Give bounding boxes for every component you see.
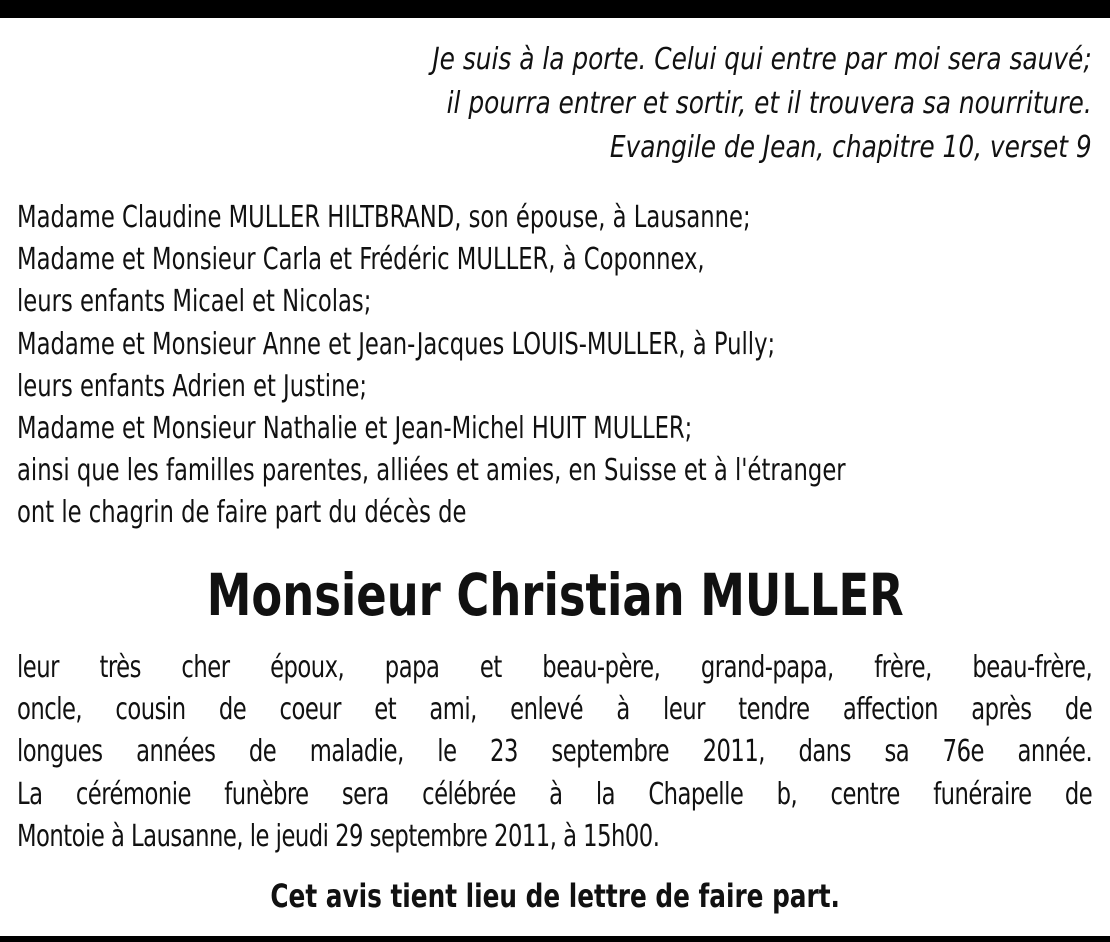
family-line: leurs enfants Micael et Nicolas;: [17, 284, 372, 320]
family-line: Madame Claudine MULLER HILTBRAND, son épouse, à Lausanne;: [17, 200, 751, 235]
obituary-details-block: [17, 647, 1092, 858]
epigraph-line: il pourra entrer et sortir, et il trouvera sa nourriture.: [446, 86, 1092, 121]
family-line: Madame et Monsieur Anne et Jean-Jacques LOUIS-MULLER, à Pully;: [17, 326, 776, 362]
family-line: Madame et Monsieur Nathalie et Jean-Michel HUIT MULLER;: [17, 411, 693, 447]
epigraph-citation: Evangile de Jean, chapitre 10, verset 9: [610, 130, 1092, 165]
family-line: ainsi que les familles parentes, alliées et amies, en Suisse et à l'étranger: [17, 453, 846, 489]
details-line: oncle, cousin de coeur et ami, enlevé à leur tendre affection après de: [17, 692, 1093, 728]
closing-text: Cet avis tient lieu de lettre de faire part.: [270, 877, 840, 915]
details-line: Montoie à Lausanne, le jeudi 29 septembre 2011, à 15h00.: [17, 818, 660, 854]
top-border-rule: [0, 0, 1110, 18]
details-line: longues années de maladie, le 23 septembre 2011, dans sa 76e année.: [17, 734, 1093, 770]
closing-notice: [0, 873, 1110, 919]
family-line: ont le chagrin de faire part du décès de: [17, 495, 467, 531]
epigraph-quote: [433, 38, 1092, 170]
details-line: leur très cher époux, papa et beau-père, grand-papa, frère, beau-frère,: [17, 650, 1093, 685]
obituary-details: [17, 647, 1110, 858]
details-line: La cérémonie funèbre sera célébrée à la Chapelle b, centre funéraire de: [17, 776, 1093, 812]
deceased-name-heading: [0, 560, 1110, 630]
bottom-border-rule: [0, 936, 1110, 942]
family-announcement: [17, 197, 846, 535]
epigraph-line: Je suis à la porte. Celui qui entre par moi sera sauvé;: [432, 42, 1092, 77]
deceased-name: Monsieur Christian MULLER: [206, 561, 904, 629]
family-line: leurs enfants Adrien et Justine;: [17, 368, 368, 404]
family-line: Madame et Monsieur Carla et Frédéric MULLER, à Coponnex,: [17, 242, 705, 278]
